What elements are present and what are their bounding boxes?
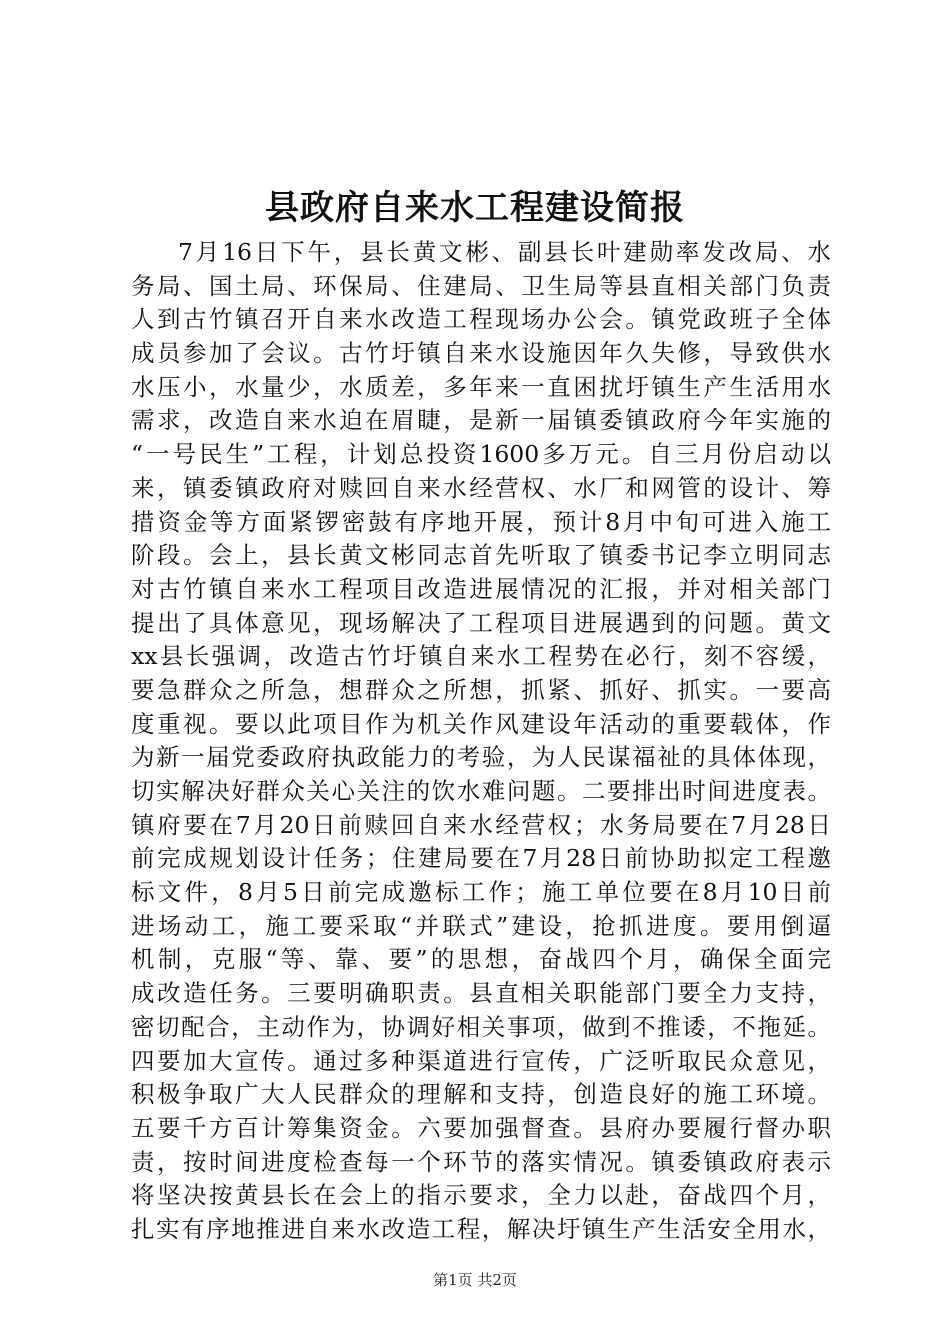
document-body bbox=[131, 236, 831, 1247]
body-line: 切实解决好群众关心关注的饮水难问题。二要排出时间进度表。 bbox=[131, 777, 831, 805]
body-line: 为新一届党委政府执政能力的考验，为人民谋福祉的具体体现， bbox=[131, 743, 831, 772]
body-line: xx县长强调，改造古竹圩镇自来水工程势在必行，刻不容缓， bbox=[131, 642, 831, 671]
body-line: 来，镇委镇政府对赎回自来水经营权、水厂和网管的设计、筹 bbox=[131, 473, 831, 502]
body-line: 积极争取广大人民群众的理解和支持，创造良好的施工环境。 bbox=[131, 1080, 831, 1109]
body-line: 度重视。要以此项目作为机关作风建设年活动的重要载体，作 bbox=[131, 709, 831, 738]
body-line: 将坚决按黄县长在会上的指示要求，全力以赴，奋战四个月， bbox=[131, 1181, 831, 1210]
body-line: 措资金等方面紧锣密鼓有序地开展，预计8月中旬可进入施工 bbox=[131, 507, 831, 536]
body-line: 水压小，水量少，水质差，多年来一直困扰圩镇生产生活用水 bbox=[131, 372, 831, 401]
body-line: 四要加大宣传。通过多种渠道进行宣传，广泛听取民众意见， bbox=[131, 1046, 831, 1075]
body-line: 扎实有序地推进自来水改造工程，解决圩镇生产生活安全用水， bbox=[131, 1214, 831, 1243]
body-line: 五要千方百计筹集资金。六要加强督查。县府办要履行督办职 bbox=[131, 1113, 831, 1142]
body-line: 进场动工，施工要采取“并联式”建设，抢抓进度。要用倒逼 bbox=[131, 911, 831, 940]
document-title: 县政府自来水工程建设简报 bbox=[265, 188, 685, 228]
body-line: 密切配合，主动作为，协调好相关事项，做到不推诿，不拖延。 bbox=[131, 1012, 831, 1041]
body-line: 机制，克服“等、靠、要”的思想，奋战四个月，确保全面完 bbox=[131, 945, 831, 974]
page-number-footer: 第1页 共2页 bbox=[433, 1271, 517, 1289]
body-line: 成改造任务。三要明确职责。县直相关职能部门要全力支持， bbox=[131, 979, 831, 1008]
body-line: 阶段。会上，县长黄文彬同志首先听取了镇委书记李立明同志 bbox=[131, 541, 831, 570]
body-line: 提出了具体意见，现场解决了工程项目进展遇到的问题。黄文 bbox=[131, 608, 831, 637]
body-line: 对古竹镇自来水工程项目改造进展情况的汇报，并对相关部门 bbox=[131, 574, 831, 603]
body-line: 成员参加了会议。古竹圩镇自来水设施因年久失修，导致供水 bbox=[131, 339, 831, 368]
body-line: “一号民生”工程，计划总投资1600多万元。自三月份启动以 bbox=[131, 440, 831, 469]
body-line: 标文件，8月5日前完成邀标工作；施工单位要在8月10日前 bbox=[131, 878, 831, 907]
body-line: 人到古竹镇召开自来水改造工程现场办公会。镇党政班子全体 bbox=[131, 305, 831, 334]
body-line: 责，按时间进度检查每一个环节的落实情况。镇委镇政府表示 bbox=[131, 1147, 831, 1176]
body-line: 务局、国土局、环保局、住建局、卫生局等县直相关部门负责 bbox=[131, 271, 831, 300]
body-line: 7月16日下午，县长黄文彬、副县长叶建勋率发改局、水 bbox=[178, 238, 831, 266]
body-line: 需求，改造自来水迫在眉睫，是新一届镇委镇政府今年实施的 bbox=[131, 406, 831, 435]
body-line: 镇府要在7月20日前赎回自来水经营权；水务局要在7月28日 bbox=[131, 810, 831, 839]
body-line: 前完成规划设计任务；住建局要在7月28日前协助拟定工程邀 bbox=[131, 844, 831, 873]
body-line: 要急群众之所急，想群众之所想，抓紧、抓好、抓实。一要高 bbox=[131, 675, 831, 704]
